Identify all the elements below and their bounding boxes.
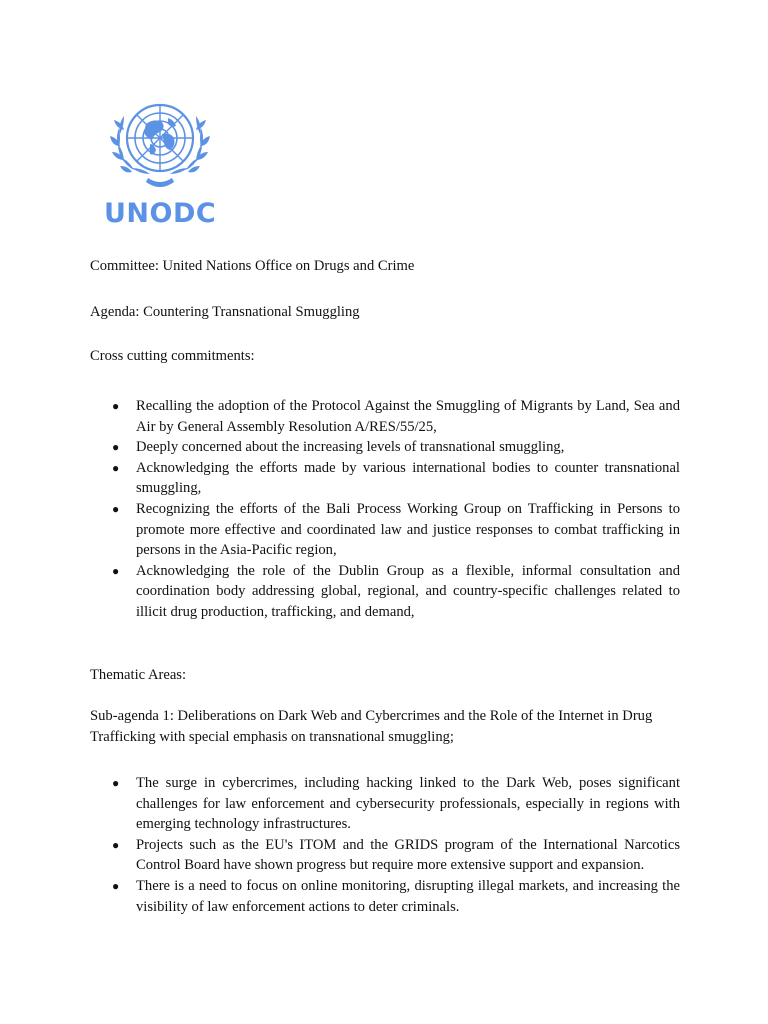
agenda-line: Agenda: Countering Transnational Smuggling — [90, 304, 360, 320]
list-item: ● Acknowledging the role of the Dublin Group as a flexible, informal consultation and coordination body addressing global, regional, and country-specific challenges related to illicit drug production, trafficking, and demand, — [112, 562, 680, 620]
committee-line: Committee: United Nations Office on Drugs and Crime — [90, 258, 415, 274]
unodc-logo — [104, 94, 216, 234]
bullet-icon: ● — [112, 776, 120, 790]
cross-cutting-list — [90, 396, 680, 623]
bullet-icon: ● — [112, 399, 120, 413]
list-item: ● Recognizing the efforts of the Bali Process Working Group on Trafficking in Persons to promote more effective and coordinated law and justice responses to combat trafficking in persons in the Asia-Pacific region, — [112, 500, 680, 559]
list-item: ● Projects such as the EU's ITOM and the GRIDS program of the International Narcotics Control Board have shown progress but require more extensive support and expansion. — [112, 836, 680, 874]
logo-text: UNODC — [104, 198, 217, 229]
un-emblem-icon — [104, 94, 216, 198]
bullet-icon: ● — [112, 501, 120, 516]
list-item: ● Recalling the adoption of the Protocol Against the Smuggling of Migrants by Land, Sea and Air by General Assembly Resolution A/RES/55/25, — [112, 398, 680, 435]
bullet-icon: ● — [112, 440, 120, 455]
cross-cutting-heading: Cross cutting commitments: — [90, 348, 255, 364]
list-item: ● The surge in cybercrimes, including hacking linked to the Dark Web, poses significant challenges for law enforcement and cybersecurity professionals, especially in regions with emerging technology infrastructures. — [112, 775, 680, 833]
sub-agenda-1-list — [90, 773, 680, 917]
bullet-icon: ● — [112, 878, 120, 893]
list-item: ● Acknowledging the efforts made by various international bodies to counter transnational smuggling, — [112, 459, 680, 497]
bullet-icon: ● — [112, 563, 120, 578]
sub-agenda-1: Sub-agenda 1: Deliberations on Dark Web and Cybercrimes and the Role of the Internet in Drug Trafficking with special emphasis on transnational smuggling; — [90, 708, 653, 745]
bullet-icon: ● — [112, 460, 120, 475]
bullet-icon: ● — [112, 837, 120, 852]
list-item: ● There is a need to focus on online monitoring, disrupting illegal markets, and increasing the visibility of law enforcement actions to deter criminals. — [112, 877, 680, 915]
list-item: ● Deeply concerned about the increasing levels of transnational smuggling, — [90, 437, 680, 458]
thematic-heading: Thematic Areas: — [90, 667, 187, 683]
